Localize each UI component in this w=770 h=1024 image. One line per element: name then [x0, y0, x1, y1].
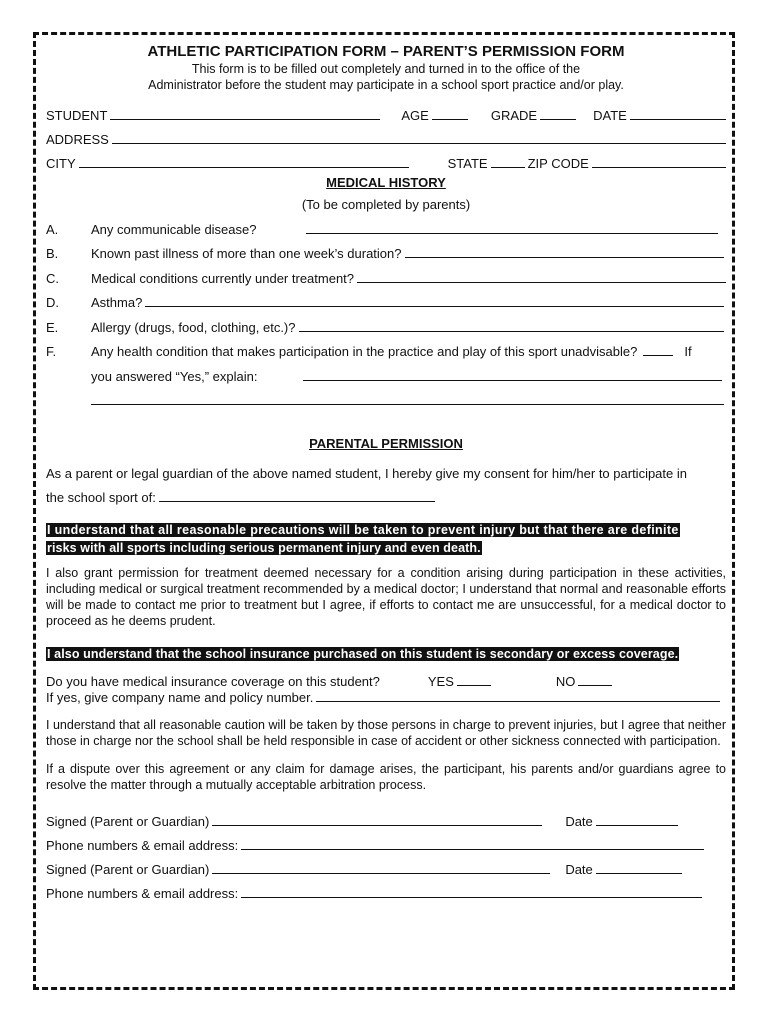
explain-label: you answered “Yes,” explain: — [91, 368, 258, 384]
consent-text-1: As a parent or legal guardian of the above named student, I hereby give my consent for him/her to participate in — [46, 466, 687, 481]
form-body — [46, 40, 726, 901]
age-field[interactable] — [432, 107, 468, 120]
no-label: NO — [555, 674, 576, 689]
dispute-paragraph: If a dispute over this agreement or any claim for damage arises, the participant, his parents and/or guardians agree to resolve the matter through a mutually acceptable arbitration process. — [46, 762, 726, 792]
city-row — [46, 147, 726, 171]
phone-label: Phone numbers & email address: — [46, 886, 239, 901]
answer-field-f[interactable] — [643, 343, 673, 356]
sport-field[interactable] — [159, 489, 435, 502]
form-title: ATHLETIC PARTICIPATION FORM – PARENT’S PERMISSION FORM — [147, 43, 625, 60]
date-field[interactable] — [630, 107, 726, 120]
zip-label: ZIP CODE — [527, 156, 589, 171]
yes-label: YES — [427, 674, 454, 689]
item-text: Allergy (drugs, food, clothing, etc.)? — [91, 319, 296, 335]
city-label: CITY — [46, 156, 76, 171]
item-letter: A. — [46, 221, 59, 237]
signature-field-1[interactable] — [212, 813, 542, 826]
student-name-field[interactable] — [110, 107, 380, 120]
state-label: STATE — [447, 156, 488, 171]
answer-field-d[interactable] — [145, 294, 724, 307]
item-text: Medical conditions currently under treatment? — [91, 270, 355, 286]
risk-notice-line-2: risks with all sports including serious permanent injury and even death. — [47, 541, 481, 555]
address-row — [46, 123, 726, 147]
date-label: Date — [565, 814, 593, 829]
student-row — [46, 99, 726, 123]
signature-date-field-1[interactable] — [596, 813, 678, 826]
medical-item-e — [46, 310, 726, 335]
item-letter: B. — [46, 246, 59, 261]
parental-permission-heading: PARENTAL PERMISSION — [309, 436, 463, 451]
signature-row-1 — [46, 805, 726, 829]
item-text: Any health condition that makes participation in the practice and play of this sport unadvisable? — [91, 344, 638, 359]
item-text: Asthma? — [91, 295, 143, 310]
date-label: Date — [565, 862, 593, 877]
item-text: Known past illness of more than one week’s duration? — [91, 246, 402, 261]
item-letter: F. — [46, 344, 57, 359]
caution-paragraph: I understand that all reasonable caution will be taken by those persons in charge to prevent injuries, but I agree that neither those in charge nor the school shall be held responsible in case of accident or other sickness connected with participation. — [46, 718, 726, 748]
grade-field[interactable] — [540, 107, 576, 120]
medical-explain-row-2 — [46, 384, 726, 409]
form-subtitle-1: This form is to be filled out completely and turned in to the office of the — [191, 62, 581, 76]
item-letter: D. — [46, 295, 59, 310]
item-letter: C. — [46, 270, 59, 286]
phone-field-2[interactable] — [241, 885, 702, 898]
item-text: Any communicable disease? — [91, 221, 257, 237]
insurance-notice: I also understand that the school insurance purchased on this student is secondary or excess coverage. — [47, 647, 679, 661]
medical-history-heading: MEDICAL HISTORY — [326, 175, 446, 190]
medical-note: (To be completed by parents) — [301, 197, 471, 212]
signature-date-field-2[interactable] — [596, 861, 682, 874]
phone-field-1[interactable] — [241, 837, 704, 850]
answer-field-a[interactable] — [306, 221, 718, 234]
state-field[interactable] — [491, 155, 525, 168]
explain-field[interactable] — [303, 368, 722, 381]
address-label: ADDRESS — [46, 132, 109, 147]
item-f-if: If — [684, 344, 692, 359]
consent-line-1 — [46, 459, 726, 481]
form-subtitle-2: Administrator before the student may participate in a school sport practice and/or play. — [148, 78, 624, 92]
city-field[interactable] — [79, 155, 409, 168]
insurance-question: Do you have medical insurance coverage on this student? — [46, 674, 380, 689]
consent-text-2: the school sport of: — [46, 490, 156, 505]
answer-field-e[interactable] — [299, 319, 725, 332]
risk-notice — [46, 521, 726, 557]
company-field[interactable] — [316, 689, 720, 702]
company-row — [46, 689, 726, 705]
answer-field-c[interactable] — [357, 270, 726, 283]
insurance-question-row — [46, 673, 726, 689]
signed-label: Signed (Parent or Guardian) — [46, 814, 210, 829]
signature-row-2 — [46, 853, 726, 877]
consent-line-2 — [46, 481, 726, 505]
yes-field[interactable] — [457, 673, 491, 686]
address-field[interactable] — [112, 131, 726, 144]
phone-row-2 — [46, 877, 726, 901]
phone-row-1 — [46, 829, 726, 853]
medical-item-a — [46, 212, 726, 237]
medical-item-b — [46, 237, 726, 262]
treatment-paragraph: I also grant permission for treatment deemed necessary for a condition arising during participation in these activities, including medical or surgical treatment recommended by a medical doctor; I understand that normal and reasonable efforts will be made to contact me prior to treatment but I agree, if efforts to contact me are unsuccessful, for a medical doctor to proceed as he deems prudent. — [46, 566, 726, 628]
item-letter: E. — [46, 319, 59, 335]
answer-field-b[interactable] — [405, 245, 724, 258]
grade-label: GRADE — [490, 108, 538, 123]
zip-field[interactable] — [592, 155, 726, 168]
signature-field-2[interactable] — [212, 861, 550, 874]
company-label: If yes, give company name and policy number. — [46, 690, 314, 705]
explain-field-2[interactable] — [91, 392, 724, 405]
student-label: STUDENT — [46, 108, 108, 123]
medical-explain-row — [46, 359, 726, 384]
signed-label: Signed (Parent or Guardian) — [46, 862, 210, 877]
medical-item-c — [46, 261, 726, 286]
age-label: AGE — [401, 108, 429, 123]
risk-notice-line-1: I understand that all reasonable precautions will be taken to prevent injury but that there are definite — [47, 523, 679, 537]
medical-item-f — [46, 335, 726, 360]
phone-label: Phone numbers & email address: — [46, 838, 239, 853]
no-field[interactable] — [578, 673, 612, 686]
date-label: DATE — [593, 108, 627, 123]
medical-item-d — [46, 286, 726, 311]
